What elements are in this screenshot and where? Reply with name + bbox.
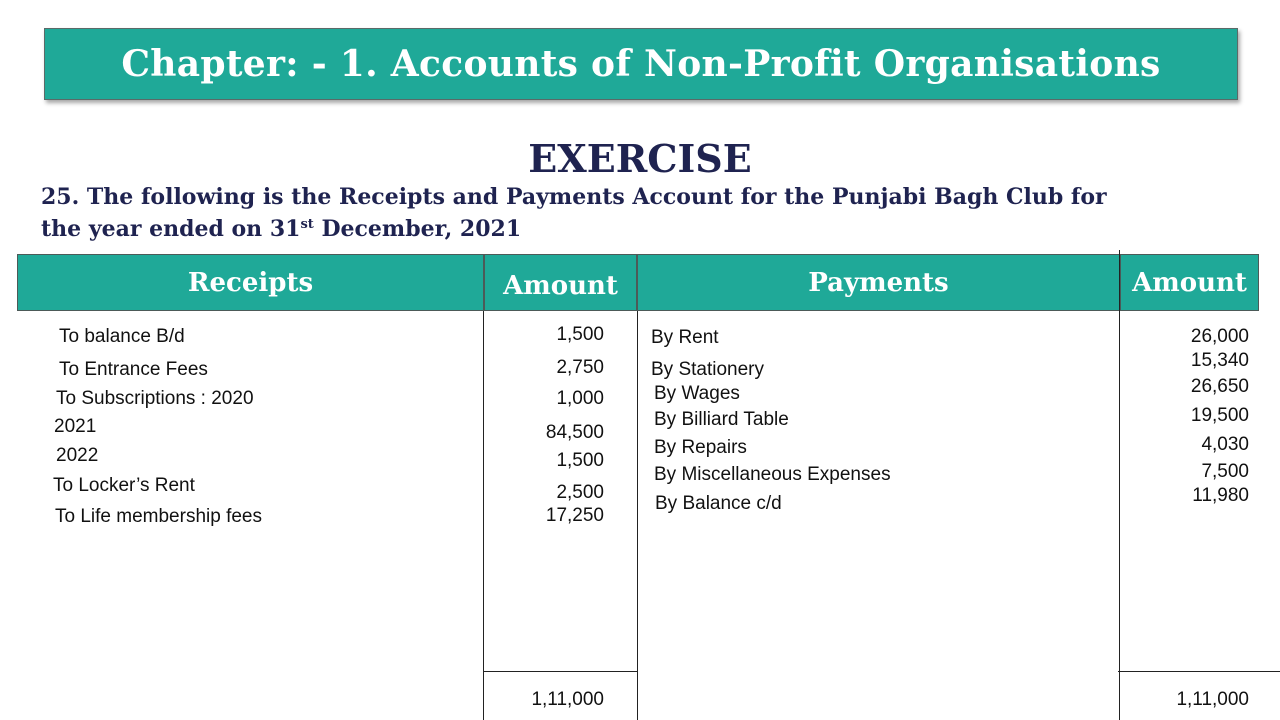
payment-amount: 26,650	[1190, 376, 1249, 397]
divider-line	[637, 311, 638, 720]
question-part2: December, 2021	[313, 216, 522, 242]
payments-header: Payments	[637, 254, 1120, 311]
receipt-amount: 1,000	[556, 388, 604, 409]
payment-label: By Repairs	[654, 437, 747, 458]
amount-right-header: Amount	[1120, 254, 1259, 311]
chapter-banner	[44, 28, 1238, 100]
question-text	[41, 181, 1151, 245]
receipt-amount: 84,500	[545, 422, 604, 443]
payment-amount: 4,030	[1201, 434, 1249, 455]
receipt-amount: 1,500	[556, 324, 604, 345]
payment-amount: 26,000	[1190, 326, 1249, 347]
receipt-label: 2021	[54, 416, 97, 437]
divider-line	[1119, 250, 1120, 720]
chapter-title: Chapter: - 1. Accounts of Non-Profit Organisations	[121, 43, 1161, 85]
total-rule-left	[483, 671, 638, 672]
question-part1: 25. The following is the Receipts and Payments Account for the Punjabi Bagh Club for the year ended on 31	[41, 184, 1107, 242]
receipt-label: To Life membership fees	[55, 506, 262, 527]
receipt-label: To balance B/d	[59, 326, 185, 347]
receipt-label: To Locker’s Rent	[53, 475, 195, 496]
receipt-amount: 2,500	[556, 482, 604, 503]
receipt-label: To Subscriptions : 2020	[56, 388, 254, 409]
receipt-label: 2022	[56, 445, 99, 466]
payment-label: By Rent	[651, 327, 719, 348]
payments-total: 1,11,000	[1176, 689, 1249, 710]
exercise-heading: EXERCISE	[528, 136, 752, 181]
payment-amount: 15,340	[1190, 350, 1249, 371]
question-superscript: st	[300, 217, 314, 232]
payment-amount: 7,500	[1201, 461, 1249, 482]
receipt-amount: 17,250	[545, 505, 604, 526]
payment-label: By Billiard Table	[654, 409, 789, 430]
payment-label: By Stationery	[651, 359, 764, 380]
payment-amount: 19,500	[1190, 405, 1249, 426]
receipt-amount: 2,750	[556, 357, 604, 378]
receipts-total: 1,11,000	[531, 689, 604, 710]
payment-label: By Miscellaneous Expenses	[654, 464, 891, 485]
payment-amount: 11,980	[1192, 485, 1249, 506]
total-rule-right	[1118, 671, 1280, 672]
receipt-amount: 1,500	[556, 450, 604, 471]
divider-line	[483, 311, 484, 720]
payment-label: By Balance c/d	[655, 493, 782, 514]
receipt-label: To Entrance Fees	[59, 359, 208, 380]
receipts-header: Receipts	[17, 254, 484, 311]
amount-left-header: Amount	[484, 254, 637, 311]
payment-label: By Wages	[654, 383, 740, 404]
